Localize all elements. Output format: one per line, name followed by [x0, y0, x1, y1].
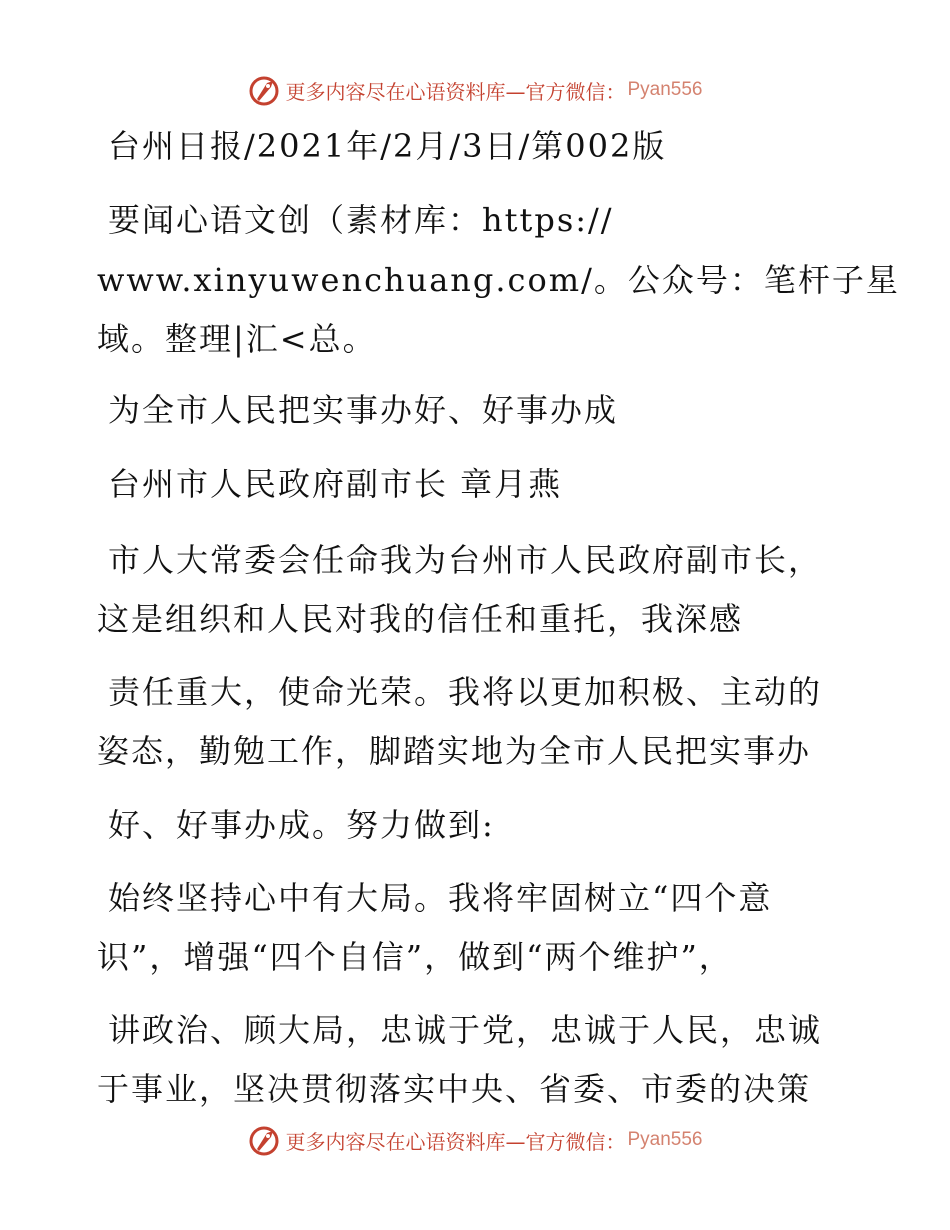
text-line: 责任重大，使命光荣。我将以更加积极、主动的: [108, 673, 823, 711]
text-line: 姿态，勤勉工作，脚踏实地为全市人民把实事办: [97, 732, 812, 770]
text-line: www.xinyuwenchuang.com/。公众号：笔杆子星: [97, 261, 900, 299]
article-author: 台州市人民政府副市长 章月燕: [108, 465, 563, 503]
text-line: 于事业，坚决贯彻落实中央、省委、市委的决策: [97, 1070, 812, 1108]
banner-text: 更多内容尽在心语资料库—官方微信：: [285, 1129, 626, 1154]
banner-wechat-id: Pyan556: [627, 1129, 703, 1150]
header-watermark-banner: [0, 70, 950, 110]
text-line: 讲政治、顾大局，忠诚于党，忠诚于人民，忠诚: [108, 1011, 823, 1049]
banner-wechat-id: Pyan556: [627, 79, 703, 100]
pen-nib-logo-icon: [247, 73, 281, 107]
article-title: 为全市人民把实事办好、好事办成: [108, 391, 619, 429]
text-line: 要闻心语文创（素材库：https://: [108, 201, 614, 239]
text-line: 这是组织和人民对我的信任和重托，我深感: [97, 600, 744, 638]
text-line: 始终坚持心中有大局。我将牢固树立“四个意: [108, 879, 773, 917]
text-line: 域。整理|汇<总。: [97, 320, 377, 358]
banner-text: 更多内容尽在心语资料库—官方微信：: [285, 79, 626, 104]
pen-nib-logo-icon: [247, 1123, 281, 1157]
text-line: 好、好事办成。努力做到:: [108, 806, 495, 844]
text-line: 市人大常委会任命我为台州市人民政府副市长，: [108, 541, 823, 579]
source-line: 台州日报/2021年/2月/3日/第002版: [108, 127, 667, 165]
text-line: 识”，增强“四个自信”，做到“两个维护”，: [97, 938, 733, 976]
footer-watermark-banner: [0, 1120, 950, 1160]
